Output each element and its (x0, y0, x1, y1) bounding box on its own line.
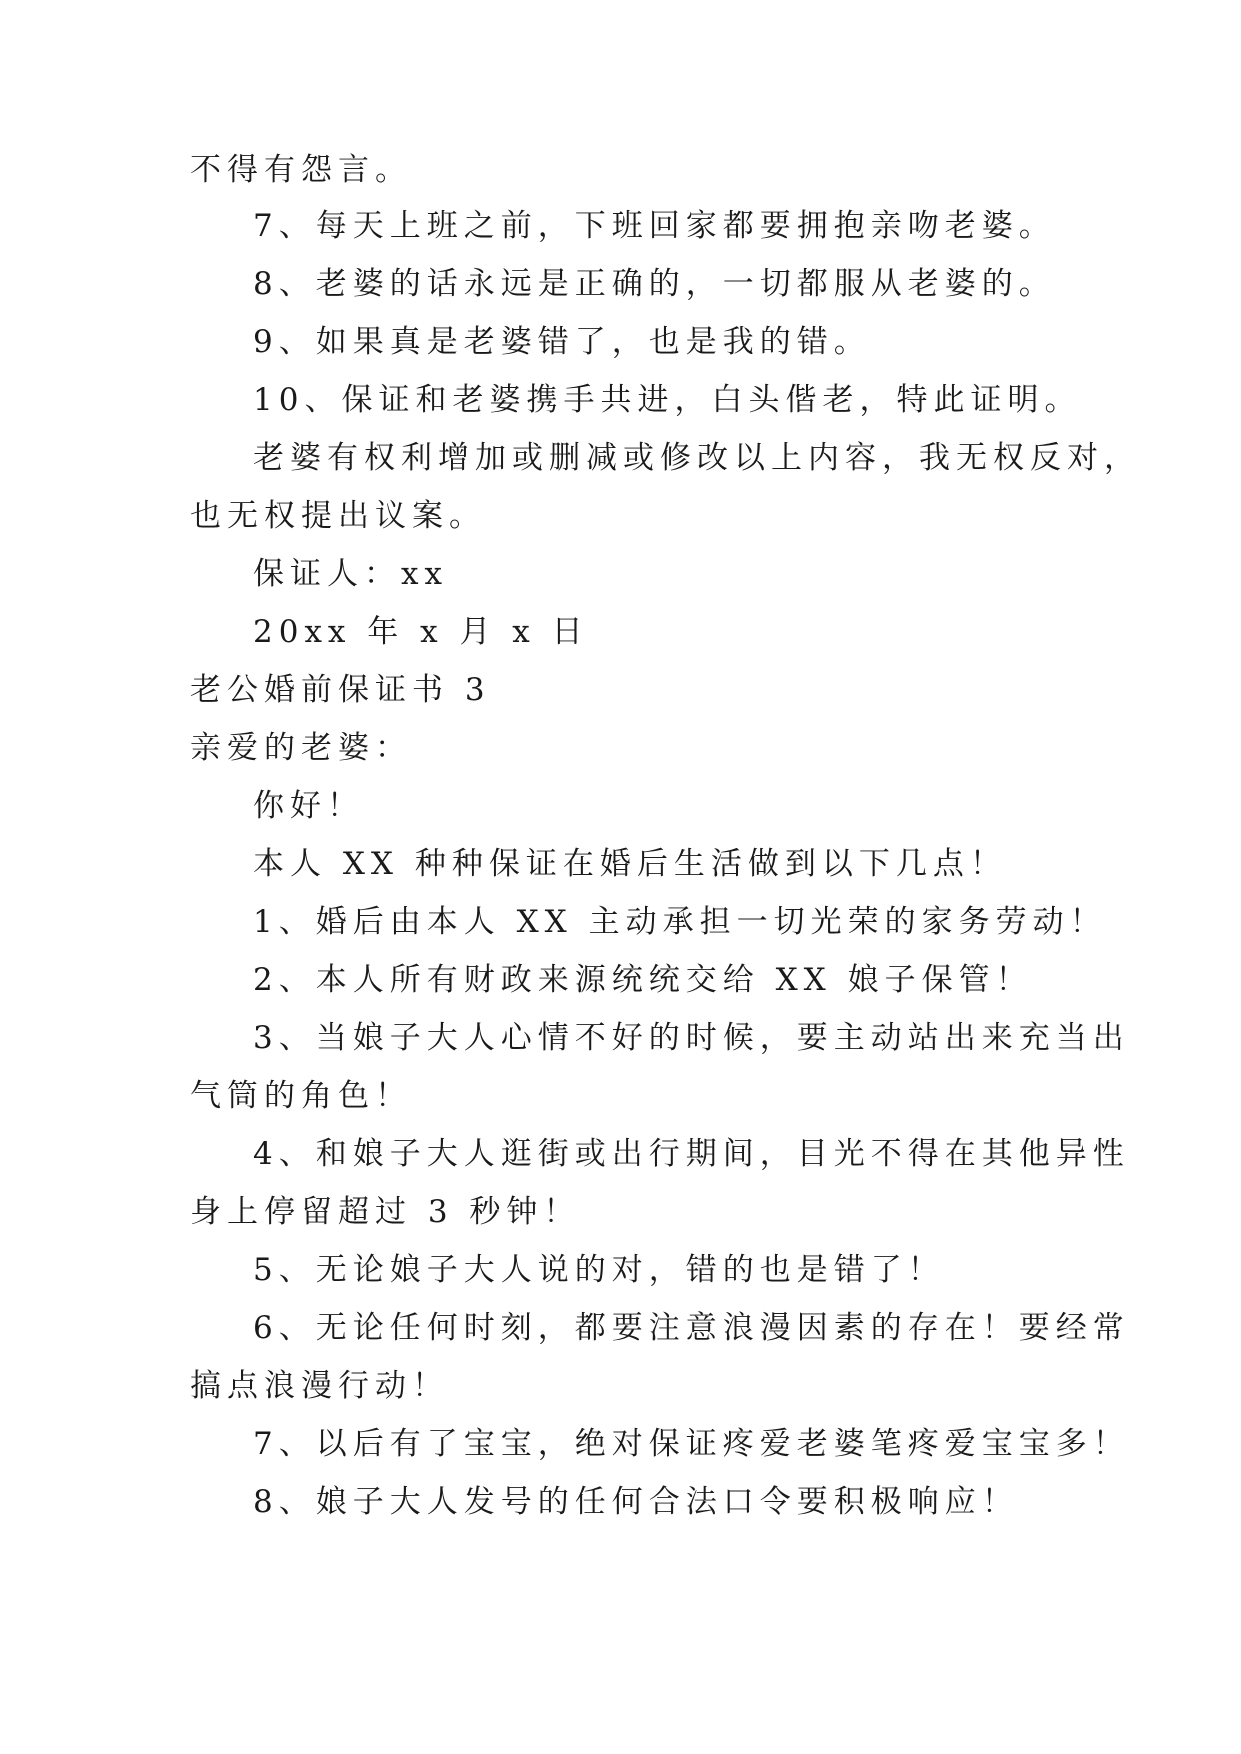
text-line: 8、娘子大人发号的任何合法口令要积极响应！ (253, 1484, 1019, 1520)
text-line: 7、每天上班之前，下班回家都要拥抱亲吻老婆。 (253, 208, 1056, 244)
text-line: 10、保证和老婆携手共进，白头偕老，特此证明。 (253, 382, 1082, 418)
text-line: 7、以后有了宝宝，绝对保证疼爱老婆笔疼爱宝宝多！ (253, 1426, 1130, 1462)
text-line: 也无权提出议案。 (190, 498, 486, 534)
text-line: 6、无论任何时刻，都要注意浪漫因素的存在！要经常 (253, 1310, 1130, 1346)
text-line: 3、当娘子大人心情不好的时候，要主动站出来充当出 (253, 1020, 1130, 1056)
text-line: 你好！ (253, 788, 364, 824)
text-line: 4、和娘子大人逛街或出行期间，目光不得在其他异性 (253, 1136, 1130, 1172)
text-line: 5、无论娘子大人说的对，错的也是错了！ (253, 1252, 945, 1288)
salutation: 亲爱的老婆： (190, 730, 412, 766)
text-line: 1、婚后由本人 XX 主动承担一切光荣的家务劳动！ (253, 904, 1107, 940)
text-line: 9、如果真是老婆错了，也是我的错。 (253, 324, 871, 360)
section-title: 老公婚前保证书 3 (190, 672, 491, 708)
text-line: 老婆有权利增加或删减或修改以上内容，我无权反对， (253, 440, 1141, 476)
text-line: 身上停留超过 3 秒钟！ (190, 1194, 581, 1230)
text-line: 20xx 年 x 月 x 日 (253, 614, 589, 650)
text-line: 2、本人所有财政来源统统交给 XX 娘子保管！ (253, 962, 1033, 998)
text-line: 搞点浪漫行动！ (190, 1368, 449, 1404)
text-line: 气筒的角色！ (190, 1078, 412, 1114)
text-line: 不得有怨言。 (190, 152, 412, 188)
text-line: 本人 XX 种种保证在婚后生活做到以下几点！ (253, 846, 1007, 882)
text-line: 8、老婆的话永远是正确的，一切都服从老婆的。 (253, 266, 1056, 302)
text-line: 保证人：xx (253, 556, 448, 592)
